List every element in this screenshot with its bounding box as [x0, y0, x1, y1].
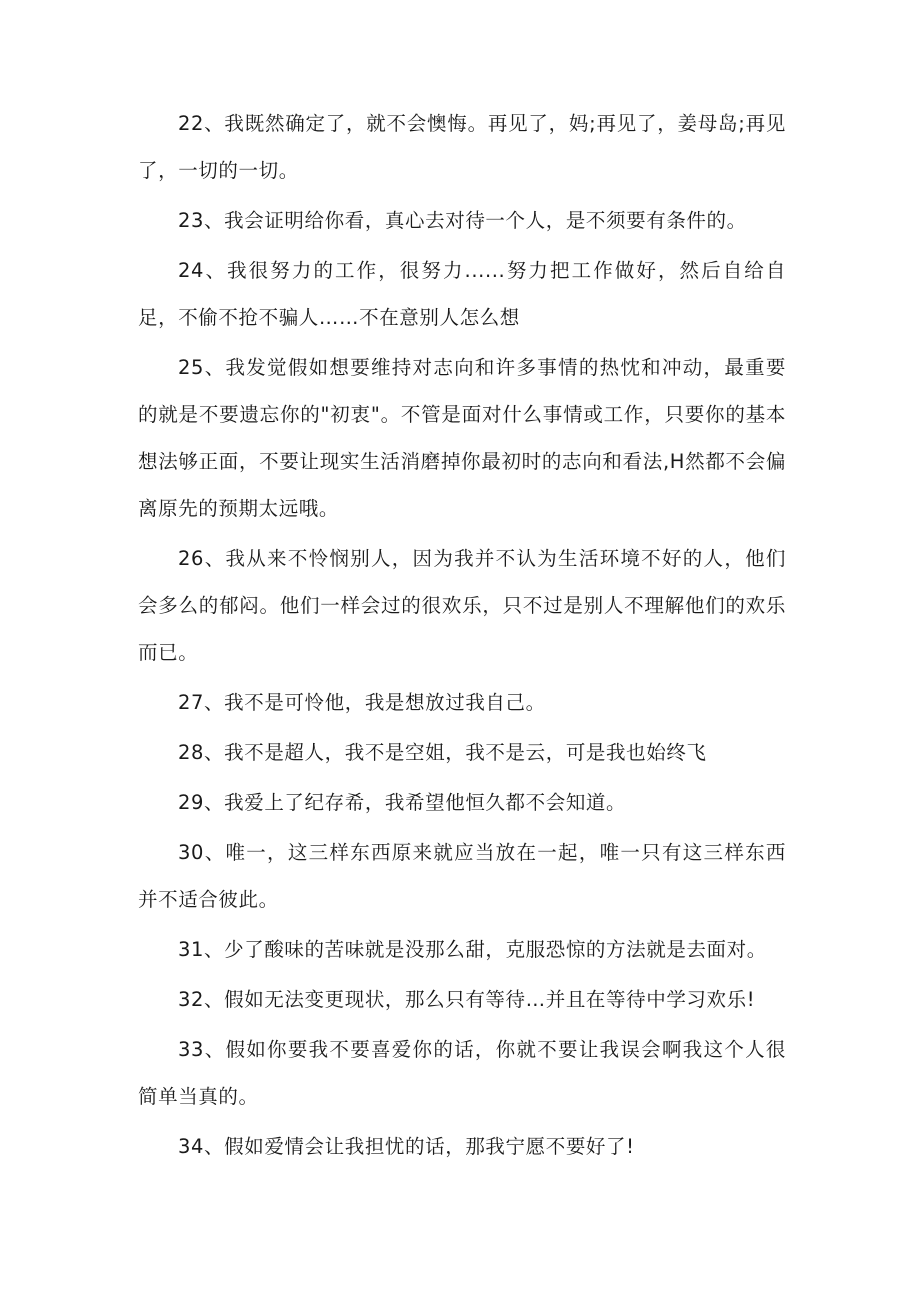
paragraph-31: 31、少了酸味的苦味就是没那么甜，克服恐惊的方法就是去面对。 — [178, 938, 767, 961]
paragraph-22: 22、我既然确定了，就不会懊悔。再见了，妈;再见了，姜母岛;再见了，一切的一切。 — [138, 112, 786, 182]
paragraph-34: 34、假如爱情会让我担忧的话，那我宁愿不要好了! — [178, 1135, 635, 1158]
paragraph-28: 28、我不是超人，我不是空姐，我不是云，可是我也始终飞 — [178, 741, 707, 764]
paragraph-23: 23、我会证明给你看，真心去对待一个人，是不须要有条件的。 — [178, 209, 747, 232]
paragraph-32: 32、假如无法变更现状，那么只有等待…并且在等待中学习欢乐! — [178, 988, 756, 1011]
paragraph-33: 33、假如你要我不要喜爱你的话，你就不要让我误会啊我这个人很简单当真的。 — [138, 1038, 786, 1108]
paragraph-27: 27、我不是可怜他，我是想放过我自己。 — [178, 691, 546, 714]
paragraph-25: 25、我发觉假如想要维持对志向和许多事情的热忱和冲动，最重要的就是不要遗忘你的"初衷"。不管是面对什么事情或工作，只要你的基本想法够正面，不要让现实生活消磨掉你最初时的志向和看法,H然都不会偏离原先的预期太远哦。 — [138, 356, 786, 520]
paragraph-30: 30、唯一，这三样东西原来就应当放在一起，唯一只有这三样东西并不适合彼此。 — [138, 841, 786, 911]
paragraph-26: 26、我从来不怜悯别人，因为我并不认为生活环境不好的人，他们会多么的郁闷。他们一样会过的很欢乐，只不过是别人不理解他们的欢乐而已。 — [138, 547, 786, 664]
document-body — [138, 100, 786, 1170]
paragraph-29: 29、我爱上了纪存希，我希望他恒久都不会知道。 — [178, 791, 627, 814]
paragraph-24: 24、我很努力的工作，很努力......努力把工作做好，然后自给自足，不偷不抢不骗人……不在意别人怎么想 — [138, 259, 786, 329]
